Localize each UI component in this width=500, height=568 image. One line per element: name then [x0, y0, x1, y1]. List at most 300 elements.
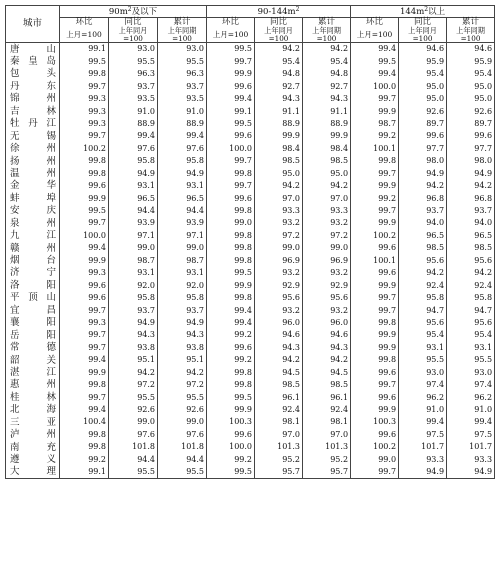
value-cell: 99.2 — [207, 454, 255, 466]
value-cell: 99.9 — [207, 279, 255, 291]
value-cell: 94.9 — [399, 168, 447, 180]
value-cell: 98.4 — [255, 143, 303, 155]
city-name: 烟 台 — [10, 255, 56, 267]
value-cell: 95.8 — [109, 292, 158, 304]
city-name: 洛 阳 — [10, 279, 56, 291]
city-cell — [6, 404, 60, 416]
value-cell: 99.5 — [207, 43, 255, 56]
value-cell: 99.6 — [60, 292, 109, 304]
value-cell: 99.7 — [351, 168, 399, 180]
value-cell: 99.4 — [207, 93, 255, 105]
table-row — [6, 429, 495, 441]
city-name: 吉 林 — [10, 105, 56, 117]
value-cell: 95.0 — [255, 168, 303, 180]
value-cell: 93.1 — [399, 342, 447, 354]
value-cell: 97.0 — [303, 192, 351, 204]
value-cell: 94.7 — [399, 304, 447, 316]
value-cell: 93.0 — [109, 43, 158, 56]
value-cell: 97.2 — [109, 379, 158, 391]
value-cell: 93.5 — [109, 93, 158, 105]
value-cell: 99.6 — [207, 342, 255, 354]
base-label-line2: =100 — [123, 33, 143, 43]
city-name: 襄 阳 — [10, 317, 56, 329]
table-header — [6, 6, 495, 43]
city-cell — [6, 68, 60, 80]
base-label-line2: =100 — [316, 33, 337, 43]
value-cell: 92.4 — [447, 279, 495, 291]
city-name: 三 亚 — [10, 416, 56, 428]
value-cell: 100.4 — [60, 416, 109, 428]
value-cell: 96.9 — [255, 255, 303, 267]
value-cell: 99.6 — [351, 267, 399, 279]
value-cell: 99.8 — [60, 379, 109, 391]
value-cell: 99.5 — [351, 56, 399, 68]
value-cell: 98.0 — [447, 155, 495, 167]
city-name: 唐 山 — [10, 43, 56, 55]
value-cell: 99.6 — [351, 242, 399, 254]
value-cell: 93.3 — [399, 454, 447, 466]
value-cell: 92.6 — [109, 404, 158, 416]
value-cell: 95.9 — [399, 56, 447, 68]
value-cell: 100.2 — [351, 441, 399, 453]
value-cell: 99.9 — [351, 329, 399, 341]
city-name: 牡 丹 江 — [10, 118, 56, 130]
value-cell: 92.9 — [255, 279, 303, 291]
city-cell — [6, 367, 60, 379]
value-cell: 99.2 — [60, 454, 109, 466]
value-cell: 98.1 — [303, 416, 351, 428]
value-cell: 100.1 — [351, 255, 399, 267]
value-cell: 99.8 — [60, 155, 109, 167]
value-cell: 94.2 — [303, 180, 351, 192]
table-row — [6, 192, 495, 204]
value-cell: 93.7 — [109, 304, 158, 316]
value-cell: 96.5 — [109, 192, 158, 204]
value-cell: 99.6 — [60, 279, 109, 291]
value-cell: 94.5 — [255, 367, 303, 379]
value-cell: 99.4 — [207, 317, 255, 329]
value-cell: 99.6 — [351, 429, 399, 441]
value-cell: 99.9 — [207, 68, 255, 80]
value-cell: 98.5 — [303, 155, 351, 167]
value-cell: 99.7 — [351, 379, 399, 391]
city-name: 徐 州 — [10, 143, 56, 155]
value-cell: 95.1 — [109, 354, 158, 366]
value-cell: 99.5 — [207, 466, 255, 479]
value-cell: 94.0 — [447, 217, 495, 229]
sub-header-cumulative: 累计 — [303, 18, 351, 28]
value-cell: 99.5 — [207, 391, 255, 403]
value-cell: 99.6 — [207, 80, 255, 92]
value-cell: 92.6 — [447, 105, 495, 117]
city-cell — [6, 43, 60, 56]
value-cell: 94.6 — [447, 43, 495, 56]
base-header-row — [6, 27, 495, 43]
value-cell: 95.6 — [399, 317, 447, 329]
value-cell: 95.0 — [447, 93, 495, 105]
value-cell: 99.7 — [351, 304, 399, 316]
value-cell: 99.8 — [60, 68, 109, 80]
value-cell: 94.2 — [158, 367, 207, 379]
group-header-small: $90m^2$及以下 — [60, 6, 207, 18]
value-cell: 95.4 — [399, 329, 447, 341]
value-cell: 95.5 — [109, 466, 158, 479]
base-header-cumulative — [447, 27, 495, 43]
base-label-line2: =100 — [172, 33, 192, 43]
value-cell: 93.7 — [447, 205, 495, 217]
city-name: 北 海 — [10, 404, 56, 416]
value-cell: 93.3 — [447, 454, 495, 466]
value-cell: 94.2 — [447, 180, 495, 192]
city-cell — [6, 180, 60, 192]
value-cell: 93.1 — [109, 180, 158, 192]
value-cell: 97.5 — [399, 429, 447, 441]
value-cell: 101.8 — [158, 441, 207, 453]
sub-header-yoy: 同比 — [399, 18, 447, 28]
city-cell — [6, 279, 60, 291]
value-cell: 99.8 — [60, 429, 109, 441]
value-cell: 101.3 — [303, 441, 351, 453]
value-cell: 95.7 — [255, 466, 303, 479]
value-cell: 92.6 — [399, 105, 447, 117]
city-name: 济 宁 — [10, 267, 56, 279]
city-cell — [6, 466, 60, 479]
base-header-mom: 上月=100 — [207, 27, 255, 43]
value-cell: 94.6 — [399, 43, 447, 56]
value-cell: 97.7 — [447, 143, 495, 155]
value-cell: 93.9 — [158, 217, 207, 229]
value-cell: 95.4 — [255, 56, 303, 68]
value-cell: 99.1 — [207, 105, 255, 117]
sub-header-yoy: 同比 — [255, 18, 303, 28]
table-row — [6, 105, 495, 117]
table-row — [6, 379, 495, 391]
table-row — [6, 217, 495, 229]
city-cell — [6, 454, 60, 466]
value-cell: 99.6 — [207, 130, 255, 142]
value-cell: 88.9 — [158, 118, 207, 130]
value-cell: 92.7 — [303, 80, 351, 92]
value-cell: 99.4 — [158, 130, 207, 142]
city-cell — [6, 342, 60, 354]
value-cell: 99.7 — [351, 466, 399, 479]
city-name: 包 头 — [10, 68, 56, 80]
city-name: 韶 关 — [10, 354, 56, 366]
value-cell: 92.0 — [158, 279, 207, 291]
table-row — [6, 454, 495, 466]
value-cell: 96.3 — [109, 68, 158, 80]
value-cell: 99.3 — [60, 93, 109, 105]
value-cell: 94.9 — [447, 168, 495, 180]
base-label-line1: 上年同月 — [264, 26, 293, 35]
value-cell: 101.8 — [109, 441, 158, 453]
value-cell: 98.5 — [255, 155, 303, 167]
value-cell: 99.6 — [399, 130, 447, 142]
value-cell: 100.2 — [351, 230, 399, 242]
city-cell — [6, 80, 60, 92]
city-cell — [6, 416, 60, 428]
value-cell: 94.7 — [447, 304, 495, 316]
value-cell: 99.8 — [207, 230, 255, 242]
value-cell: 99.9 — [60, 255, 109, 267]
table-body — [6, 43, 495, 479]
group-header-large: $144m^2$以上 — [351, 6, 495, 18]
value-cell: 99.7 — [60, 342, 109, 354]
value-cell: 97.0 — [303, 429, 351, 441]
city-name: 温 州 — [10, 167, 56, 179]
value-cell: 96.1 — [303, 391, 351, 403]
value-cell: 99.0 — [207, 217, 255, 229]
value-cell: 94.4 — [109, 454, 158, 466]
value-cell: 97.1 — [109, 230, 158, 242]
value-cell: 93.7 — [109, 80, 158, 92]
value-cell: 95.5 — [158, 466, 207, 479]
value-cell: 99.6 — [60, 180, 109, 192]
table-row — [6, 391, 495, 403]
value-cell: 95.4 — [303, 56, 351, 68]
value-cell: 94.0 — [399, 217, 447, 229]
value-cell: 95.5 — [447, 354, 495, 366]
city-name: 金 华 — [10, 180, 56, 192]
value-cell: 99.2 — [207, 329, 255, 341]
value-cell: 95.8 — [158, 155, 207, 167]
city-name: 平 顶 山 — [10, 292, 56, 304]
table-row — [6, 118, 495, 130]
value-cell: 91.0 — [399, 404, 447, 416]
value-cell: 99.9 — [60, 192, 109, 204]
city-name: 大 理 — [10, 466, 56, 478]
value-cell: 93.2 — [255, 304, 303, 316]
value-cell: 99.7 — [207, 180, 255, 192]
value-cell: 100.3 — [207, 416, 255, 428]
value-cell: 94.3 — [303, 93, 351, 105]
value-cell: 97.7 — [399, 143, 447, 155]
value-cell: 93.1 — [447, 342, 495, 354]
value-cell: 99.7 — [60, 329, 109, 341]
value-cell: 95.4 — [447, 68, 495, 80]
value-cell: 88.9 — [109, 118, 158, 130]
city-name: 赣 州 — [10, 242, 56, 254]
base-label-line1: 上年同期 — [167, 26, 197, 35]
sub-header-mom: 环比 — [60, 18, 109, 28]
table-row — [6, 43, 495, 56]
value-cell: 99.4 — [351, 43, 399, 56]
value-cell: 95.0 — [399, 93, 447, 105]
value-cell: 94.2 — [303, 43, 351, 56]
table-row — [6, 404, 495, 416]
value-cell: 99.3 — [60, 118, 109, 130]
value-cell: 93.7 — [158, 304, 207, 316]
table-row — [6, 56, 495, 68]
value-cell: 99.8 — [207, 292, 255, 304]
value-cell: 94.9 — [158, 317, 207, 329]
value-cell: 94.3 — [109, 329, 158, 341]
table-row — [6, 416, 495, 428]
city-cell — [6, 292, 60, 304]
value-cell: 99.2 — [207, 354, 255, 366]
table-row — [6, 329, 495, 341]
city-name: 蚌 埠 — [10, 192, 56, 204]
value-cell: 94.9 — [399, 466, 447, 479]
value-cell: 89.7 — [399, 118, 447, 130]
table-row — [6, 242, 495, 254]
value-cell: 94.9 — [109, 168, 158, 180]
value-cell: 95.5 — [109, 56, 158, 68]
value-cell: 92.4 — [399, 279, 447, 291]
sub-header-yoy: 同比 — [109, 18, 158, 28]
value-cell: 95.6 — [399, 255, 447, 267]
value-cell: 93.2 — [303, 304, 351, 316]
value-cell: 94.2 — [255, 180, 303, 192]
value-cell: 94.2 — [109, 367, 158, 379]
value-cell: 100.0 — [207, 143, 255, 155]
value-cell: 94.4 — [109, 205, 158, 217]
city-cell — [6, 329, 60, 341]
value-cell: 93.3 — [255, 205, 303, 217]
table-row — [6, 342, 495, 354]
value-cell: 98.7 — [158, 255, 207, 267]
value-cell: 98.4 — [303, 143, 351, 155]
value-cell: 99.1 — [60, 43, 109, 56]
value-cell: 93.0 — [447, 367, 495, 379]
base-header-yoy — [255, 27, 303, 43]
value-cell: 93.7 — [399, 205, 447, 217]
city-cell — [6, 155, 60, 167]
value-cell: 99.9 — [351, 180, 399, 192]
table-row — [6, 354, 495, 366]
value-cell: 92.6 — [158, 404, 207, 416]
value-cell: 93.9 — [109, 217, 158, 229]
value-cell: 99.9 — [351, 217, 399, 229]
table-row — [6, 143, 495, 155]
group-header-medium: $90-144m^2$ — [207, 6, 351, 18]
value-cell: 99.7 — [351, 93, 399, 105]
value-cell: 99.7 — [60, 391, 109, 403]
value-cell: 99.3 — [60, 267, 109, 279]
value-cell: 100.3 — [351, 416, 399, 428]
value-cell: 99.0 — [158, 416, 207, 428]
value-cell: 99.9 — [351, 404, 399, 416]
base-header-mom: 上月=100 — [351, 27, 399, 43]
value-cell: 95.5 — [399, 354, 447, 366]
table-row — [6, 230, 495, 242]
value-cell: 99.8 — [207, 242, 255, 254]
city-cell — [6, 143, 60, 155]
value-cell: 99.2 — [351, 192, 399, 204]
value-cell: 94.3 — [303, 342, 351, 354]
value-cell: 99.4 — [207, 304, 255, 316]
city-cell — [6, 56, 60, 68]
value-cell: 94.5 — [303, 367, 351, 379]
sub-header-mom: 环比 — [207, 18, 255, 28]
value-cell: 97.0 — [255, 192, 303, 204]
value-cell: 99.7 — [207, 56, 255, 68]
city-cell — [6, 429, 60, 441]
value-cell: 91.1 — [303, 105, 351, 117]
value-cell: 93.8 — [158, 342, 207, 354]
city-cell — [6, 379, 60, 391]
city-cell — [6, 118, 60, 130]
value-cell: 91.1 — [255, 105, 303, 117]
value-cell: 94.2 — [255, 43, 303, 56]
table-row — [6, 279, 495, 291]
table-row — [6, 255, 495, 267]
value-cell: 99.7 — [60, 304, 109, 316]
city-cell — [6, 192, 60, 204]
table-row — [6, 180, 495, 192]
value-cell: 99.9 — [60, 367, 109, 379]
value-cell: 97.4 — [399, 379, 447, 391]
value-cell: 97.6 — [109, 429, 158, 441]
value-cell: 95.7 — [303, 466, 351, 479]
value-cell: 93.1 — [109, 267, 158, 279]
value-cell: 99.9 — [351, 105, 399, 117]
value-cell: 95.5 — [158, 391, 207, 403]
value-cell: 95.0 — [399, 80, 447, 92]
city-cell — [6, 93, 60, 105]
base-label-line1: 上年同月 — [118, 26, 148, 35]
value-cell: 91.0 — [109, 105, 158, 117]
city-cell — [6, 354, 60, 366]
value-cell: 93.1 — [158, 180, 207, 192]
value-cell: 96.8 — [399, 192, 447, 204]
value-cell: 99.8 — [207, 168, 255, 180]
value-cell: 95.8 — [447, 292, 495, 304]
value-cell: 94.8 — [303, 68, 351, 80]
value-cell: 99.7 — [60, 80, 109, 92]
value-cell: 99.9 — [303, 130, 351, 142]
value-cell: 98.5 — [399, 242, 447, 254]
value-cell: 96.5 — [447, 230, 495, 242]
value-cell: 98.0 — [399, 155, 447, 167]
value-cell: 94.2 — [399, 267, 447, 279]
value-cell: 95.2 — [303, 454, 351, 466]
city-name: 秦 皇 岛 — [10, 56, 56, 68]
value-cell: 99.8 — [207, 255, 255, 267]
value-cell: 94.3 — [255, 93, 303, 105]
value-cell: 99.7 — [60, 217, 109, 229]
value-cell: 96.1 — [255, 391, 303, 403]
city-cell — [6, 317, 60, 329]
city-cell — [6, 105, 60, 117]
base-header-yoy — [109, 27, 158, 43]
city-cell — [6, 168, 60, 180]
value-cell: 99.8 — [207, 367, 255, 379]
base-label-line1: 上年同月 — [408, 26, 437, 35]
value-cell: 99.2 — [351, 130, 399, 142]
value-cell: 94.2 — [303, 354, 351, 366]
value-cell: 97.6 — [158, 143, 207, 155]
value-cell: 99.5 — [207, 267, 255, 279]
table-row — [6, 292, 495, 304]
value-cell: 92.7 — [255, 80, 303, 92]
value-cell: 93.2 — [303, 267, 351, 279]
value-cell: 98.5 — [303, 379, 351, 391]
city-name: 宜 昌 — [10, 304, 56, 316]
city-cell — [6, 267, 60, 279]
value-cell: 95.6 — [303, 292, 351, 304]
value-cell: 94.2 — [447, 267, 495, 279]
city-name: 锦 州 — [10, 93, 56, 105]
value-cell: 95.9 — [447, 56, 495, 68]
value-cell: 99.7 — [207, 155, 255, 167]
value-cell: 100.2 — [60, 143, 109, 155]
value-cell: 99.5 — [60, 56, 109, 68]
city-name: 泸 州 — [10, 429, 56, 441]
value-cell: 93.0 — [399, 367, 447, 379]
value-cell: 95.0 — [447, 80, 495, 92]
value-cell: 94.4 — [158, 205, 207, 217]
